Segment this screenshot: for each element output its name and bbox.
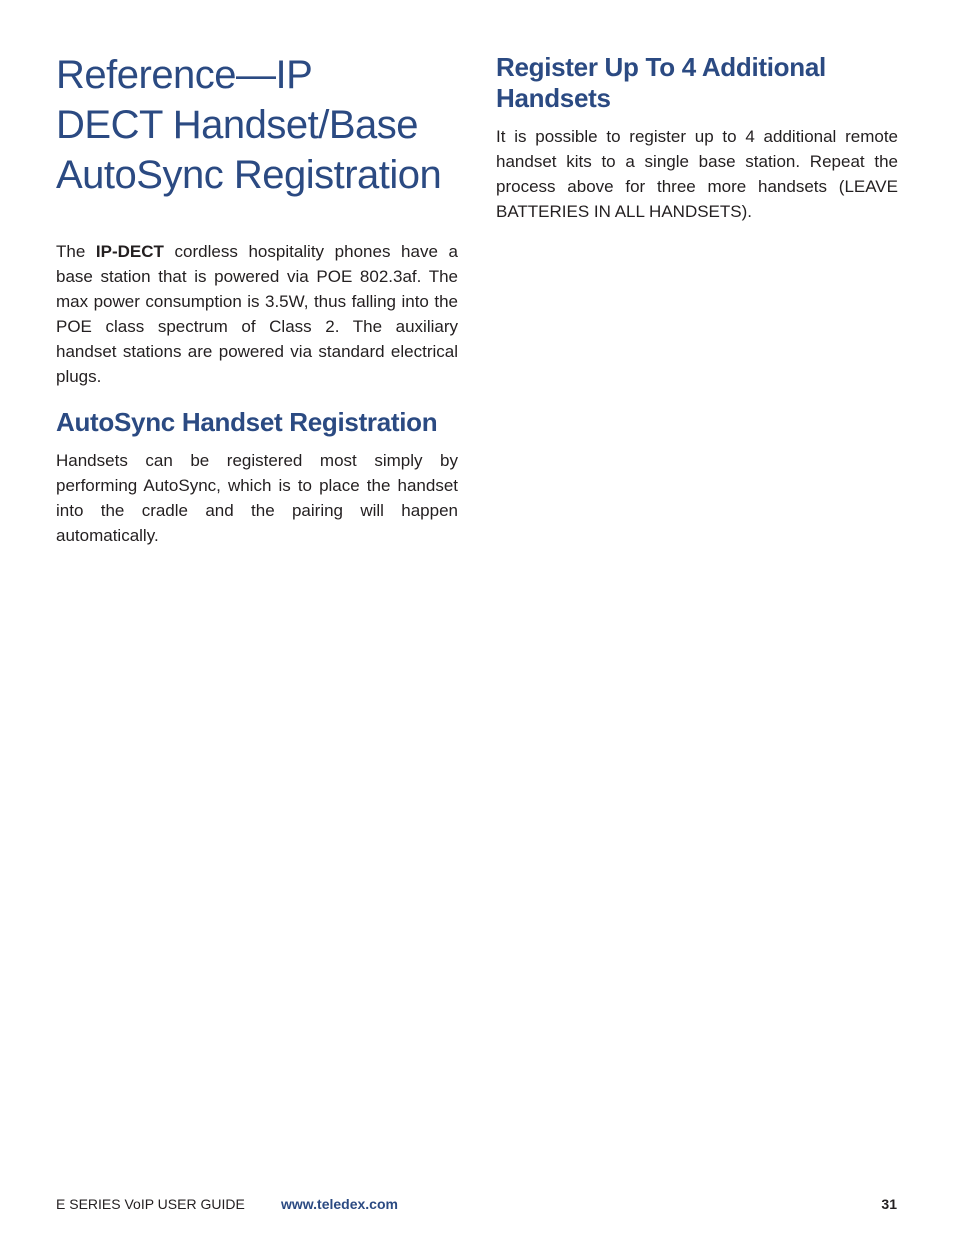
page-number: 31 [881,1196,897,1212]
autosync-heading: AutoSync Handset Registration [56,407,438,437]
autosync-paragraph: Handsets can be registered most simply by performing AutoSync, which is to place the handset into the cradle and the pairing will happen automatically. [56,451,458,545]
footer-website-link[interactable]: www.teledex.com [281,1196,398,1212]
product-name: IP-DECT [95,242,164,261]
page-title-line-1: Reference—IP [56,53,313,97]
intro-text: cordless hospitality phones have a base station that is powered via POE 802.3af. The max power consumption is 3.5W, thus falling into the POE class spectrum of Class 2. The auxiliary handset stations are powered via standard electrical plugs. [56,242,458,386]
register-heading: Register Up To 4 Additional Handsets [496,52,826,113]
register-paragraph: It is possible to register up to 4 additional remote handset kits to a single base station. Repeat the process above for three more handsets (LEAVE BATTERIES IN ALL HANDSETS). [496,127,898,221]
page-title-line-3: AutoSync Registration [56,153,442,197]
footer-guide-title: E SERIES VoIP USER GUIDE [56,1196,245,1212]
page-title [56,50,476,200]
intro-paragraph [56,239,458,389]
page-title-line-2: DECT Handset/Base [56,103,419,147]
intro-prefix: The [56,242,96,261]
